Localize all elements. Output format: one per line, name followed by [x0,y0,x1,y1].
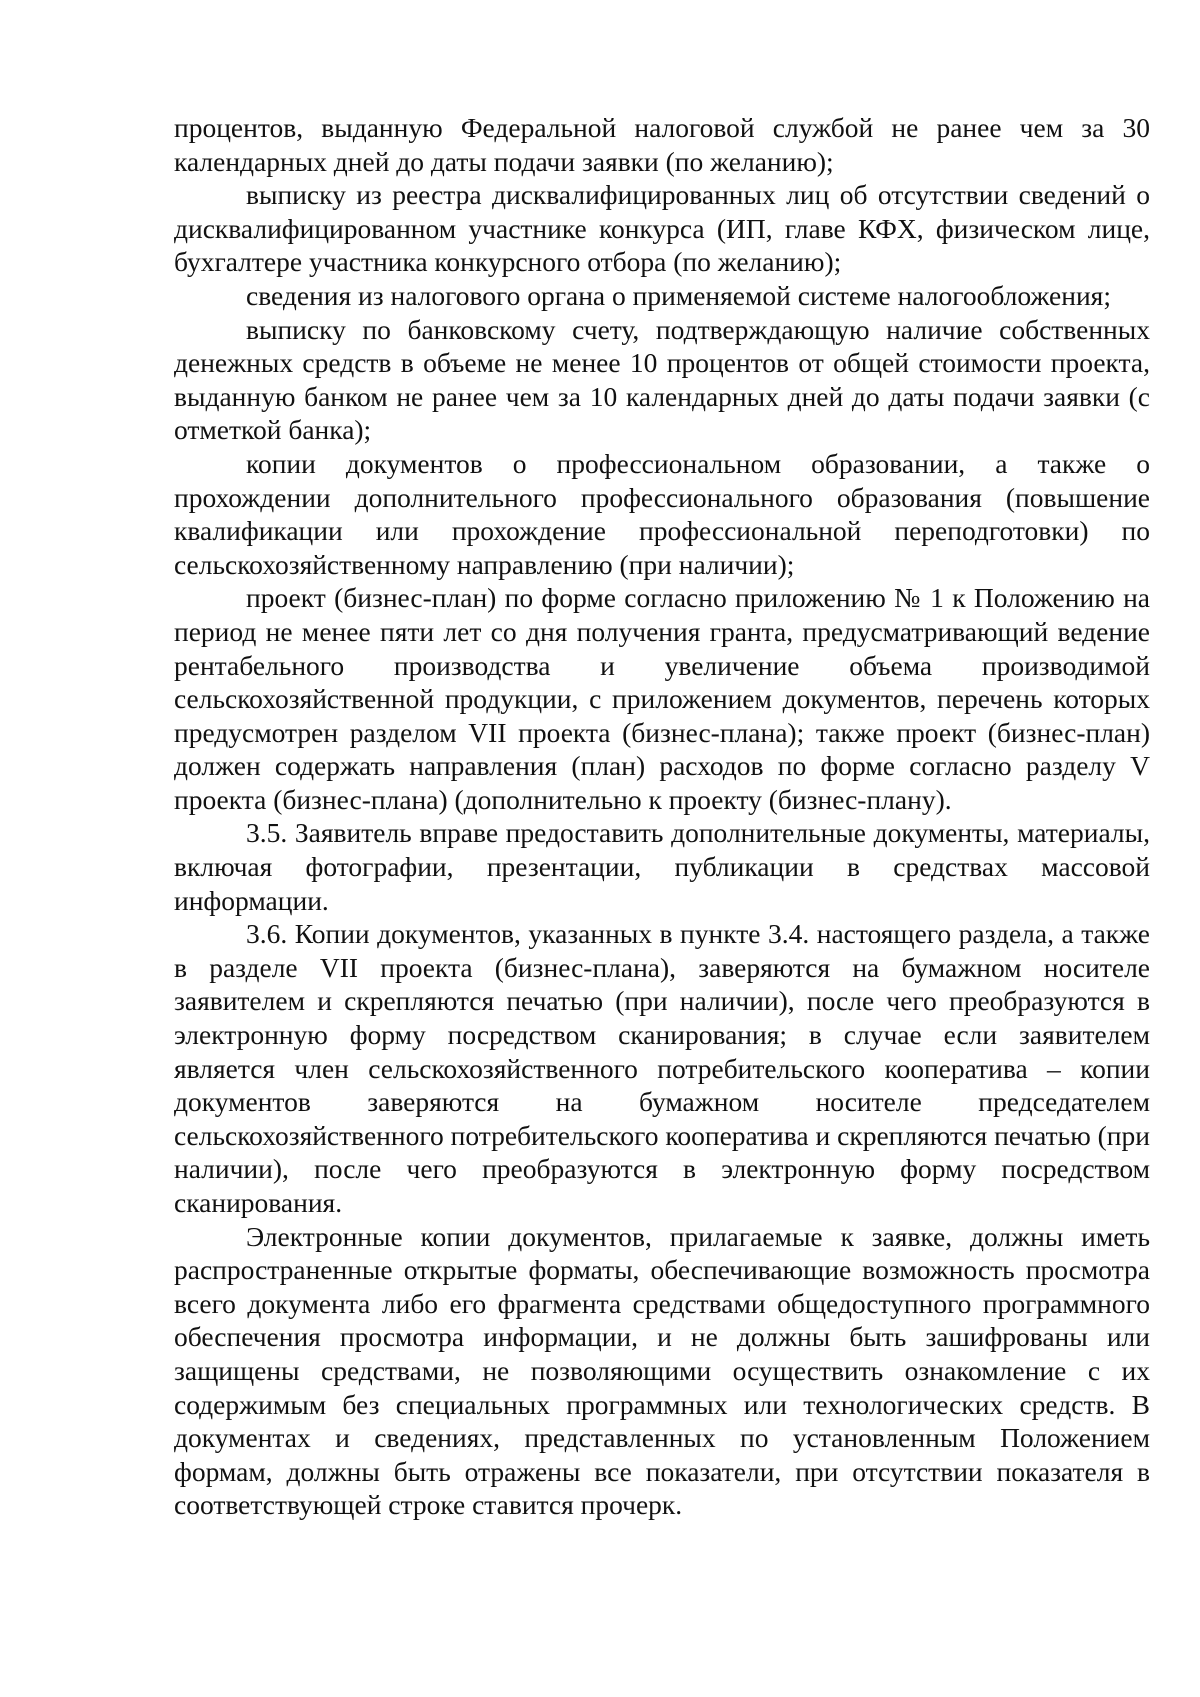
paragraph-education-documents: копии документов о профессиональном образовании, а также о прохождении дополнительного профессионального образования (повышение квалификации или прохождение профессиональной переподготовки) по сельскохозяйственному направлению (при наличии); [174,447,1150,580]
document-page [174,111,1150,1522]
paragraph-disqualified-registry: выписку из реестра дисквалифицированных лиц об отсутствии сведений о дисквалифицированном участнике конкурса (ИП, главе КФХ, физическом лице, бухгалтере участника конкурсного отбора (по желанию); [174,179,1150,278]
paragraph-business-plan: проект (бизнес-план) по форме согласно приложению № 1 к Положению на период не менее пяти лет со дня получения гранта, предусматривающий ведение рентабельного производства и увеличение объема производимой сельскохозяйственной продукции, с приложением документов, перечень которых предусмотрен разделом VII проекта (бизнес-плана); также проект (бизнес-план) должен содержать направления (план) расходов по форме согласно разделу V проекта (бизнес-плана) (дополнительно к проекту (бизнес-плану). [174,582,1150,815]
paragraph-bank-statement: выписку по банковскому счету, подтверждающую наличие собственных денежных средств в объеме не менее 10 процентов от общей стоимости проекта, выданную банком не ранее чем за 10 календарных дней до даты подачи заявки (с отметкой банка); [174,313,1150,446]
paragraph-continuation: процентов, выданную Федеральной налоговой службой не ранее чем за 30 календарных дней до даты подачи заявки (по желанию); [174,112,1150,177]
paragraph-3-6: 3.6. Копии документов, указанных в пункте 3.4. настоящего раздела, а также в разделе VII проекта (бизнес-плана), заверяются на бумажном носителе заявителем и скрепляются печатью (при наличии), после чего преобразуются в электронную форму посредством сканирования; в случае если заявителем является член сельскохозяйственного потребительского кооператива – копии документов заверяются на бумажном носителе председателем сельскохозяйственного потребительского кооператива и скрепляются печатью (при наличии), после чего преобразуются в электронную форму посредством сканирования. [174,918,1150,1218]
paragraph-tax-system: сведения из налогового органа о применяемой системе налогообложения; [246,279,1111,311]
paragraph-electronic-copies: Электронные копии документов, прилагаемые к заявке, должны иметь распространенные открытые форматы, обеспечивающие возможность просмотра всего документа либо его фрагмента средствами общедоступного программного обеспечения просмотра информации, и не должны быть зашифрованы или защищены средствами, не позволяющими осуществить ознакомление с их содержимым без специальных программных или технологических средств. В документах и сведениях, представленных по установленным Положением формам, должны быть отражены все показатели, при отсутствии показателя в соответствующей строке ставится прочерк. [174,1220,1150,1521]
paragraph-3-5: 3.5. Заявитель вправе предоставить дополнительные документы, материалы, включая фотографии, презентации, публикации в средствах массовой информации. [174,817,1150,916]
